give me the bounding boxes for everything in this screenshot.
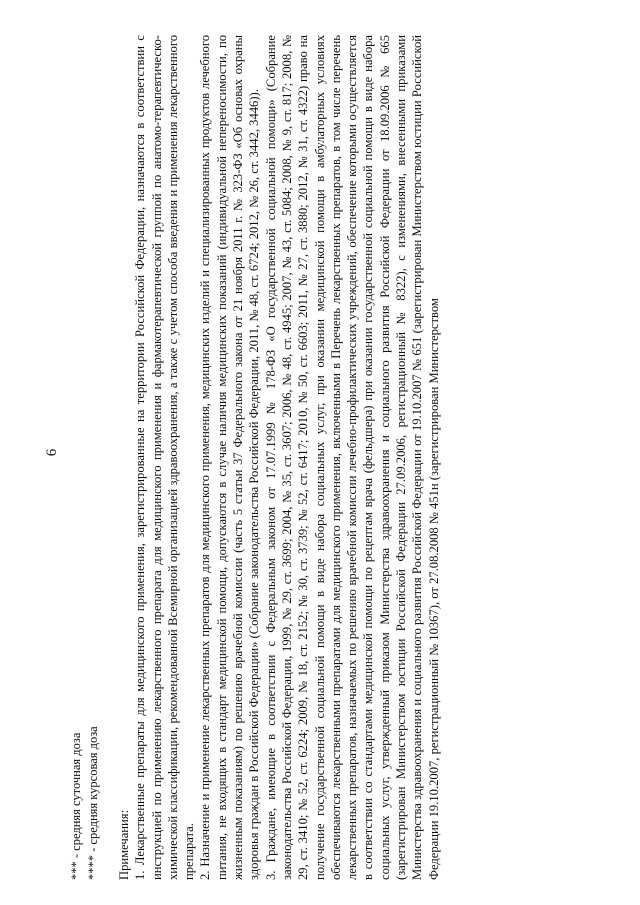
- notes-heading: Примечания:: [117, 809, 131, 880]
- note-item-3: 3. Граждане, имеющие в соответствии с Федеральным законом от 17.07.1999 № 178-ФЗ «О государственной социальной помощи» (Собрание законодательства Российской Федерации, 1999, № 29, ст. 3699; 2004, № 35, ст. 3607; 2006, № 48, ст. 4945; 2007, № 43, ст. 5084; 2008, № 9, ст. 817; 2008, № 29, ст. 3410; № 52, ст. 6224; 2009, № 18, ст. 2152; № 30, ст. 3739; № 52, ст. 6417; 2010, № 50, ст. 6603; 2011, № 27, ст. 3880; 2012, № 31, ст. 4322) право на получение государственной социальной помощи в виде набора социальных услуг, при оказании медицинской помощи в амбулаторных условиях обеспечиваются лекарственными препаратами для медицинского применения, включенными в Перечень лекарственных препаратов, в том числе перечень лекарственных препаратов, назначаемых по решению врачебной комиссии лечебно-профилактических учреждений, обеспечение которыми осуществляется в соответствии со стандартами медицинской помощи по рецептам врача (фельдшера) при оказании государственной социальной помощи в виде набора социальных услуг, утвержденный приказом Министерства здравоохранения и социального развития Российской Федерации от 18.09.2006 № 665 (зарегистрирован Министерством юстиции Российской Федерации 27.09.2006, регистрационный № 8322), с изменениями, внесенными приказами Министерства здравоохранения и социального развития Российской Федерации от 19.10.2007 № 651 (зарегистрирован Министерством юстиции Российской Федерации 19.10.2007, регистрационный № 10367), от 27.08.2008 № 451н (зарегистрирован Министерством: [263, 35, 441, 880]
- notes-section: [116, 35, 442, 880]
- legend-text: - средняя курсовая доза: [86, 726, 100, 855]
- legend-row: [68, 726, 85, 880]
- note-item-2: 2. Назначение и применение лекарственных препаратов для медицинского применения, медицинских изделий и специализированных продуктов лечебного питания, не входящих в стандарт медицинской помощи, допускаются в случае наличия медицинских показаний (индивидуальной непереносимости, по жизненным показаниям) по решению врачебной комиссии (часть 5 статьи 37 Федерального закона от 21 ноября 2011 г. № 323-ФЗ «Об основах охраны здоровья граждан в Российской Федерации» (Собрание законодательства Российской Федерации, 2011, № 48, ст. 6724; 2012, № 26, ст. 3442, 3446)).: [198, 35, 262, 880]
- legend-text: - средняя суточная доза: [69, 732, 83, 862]
- note-item-1: 1. Лекарственные препараты для медицинского применения, зарегистрированные на территории Российской Федерации, назначаются в соответствии с инструкцией по применению лекарственного препарата для медицинского применения и фармакотерапевтической группой по анатомо-терапевтическо-химической классификации, рекомендованной Всемирной организацией здравоохранения, а также с учетом способа введения и применения лекарственного препарата.: [133, 35, 197, 880]
- page-number: 6: [44, 448, 60, 457]
- dose-legend: [68, 726, 102, 880]
- legend-mark: ***: [69, 861, 83, 880]
- legend-row: [85, 726, 102, 880]
- legend-mark: ****: [86, 855, 100, 880]
